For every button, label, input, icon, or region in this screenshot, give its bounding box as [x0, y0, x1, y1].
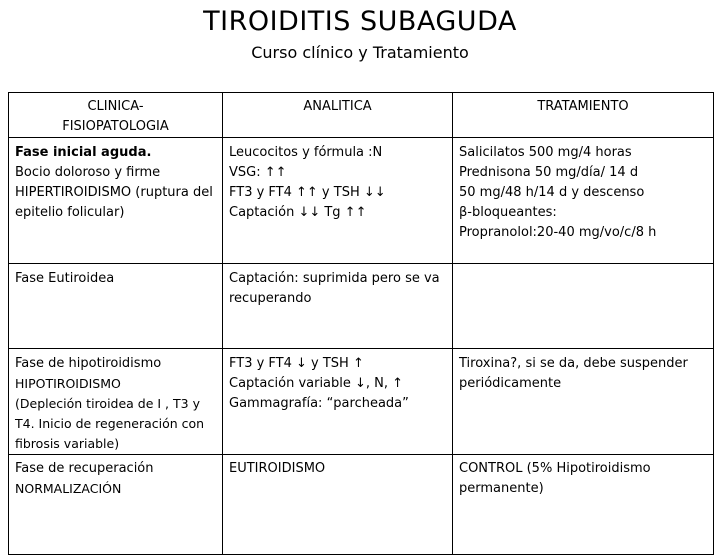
page-subtitle: Curso clínico y Tratamiento — [251, 43, 469, 62]
cell-text: HIPERTIROIDISMO (ruptura del epitelio folicular) — [15, 185, 217, 220]
page-title: TIROIDITIS SUBAGUDA — [203, 6, 517, 37]
cell-tratamiento — [453, 138, 714, 264]
cell-text: Propranolol:20-40 mg/vo/c/8 h — [459, 225, 657, 240]
phase-title: Fase Eutiroidea — [15, 271, 115, 286]
table-header-row — [9, 93, 714, 138]
cell-text: (Depleción tiroidea de I , T3 y T4. Inicio de regeneración con fibrosis variable) — [15, 396, 209, 451]
table-row — [9, 349, 714, 455]
cell-text: Salicilatos 500 mg/4 horas — [459, 145, 632, 160]
cell-text: VSG: ↑↑ — [229, 165, 287, 180]
column-header-label: CLINICA- FISIOPATOLOGIA — [62, 99, 169, 134]
column-header-analitica — [223, 93, 453, 138]
cell-text: Bocio doloroso y firme — [15, 165, 161, 180]
cell-text: Captación ↓↓ Tg ↑↑ — [229, 205, 367, 220]
cell-tratamiento — [453, 349, 714, 455]
cell-text: EUTIROIDISMO — [229, 461, 326, 476]
column-header-label: TRATAMIENTO — [537, 99, 629, 114]
cell-text: Captación variable ↓, N, ↑ — [229, 376, 404, 391]
phase-title: Fase de recuperación — [15, 461, 154, 476]
phase-title: Fase de hipotiroidismo — [15, 356, 162, 371]
cell-text: Gammagrafía: “parcheada” — [229, 396, 409, 411]
cell-analitica — [223, 264, 453, 349]
cell-analitica — [223, 138, 453, 264]
column-header-clinica — [9, 93, 223, 138]
cell-text: HIPOTIROIDISMO — [15, 376, 121, 391]
cell-text: Leucocitos y fórmula :N — [229, 145, 383, 160]
cell-text: Prednisona 50 mg/día/ 14 d — [459, 165, 639, 180]
cell-text: Tiroxina?, si se da, debe suspender periódicamente — [459, 356, 692, 391]
column-header-tratamiento — [453, 93, 714, 138]
cell-text: 50 mg/48 h/14 d y descenso — [459, 185, 645, 200]
phase-title: Fase inicial aguda. — [15, 145, 152, 160]
cell-tratamiento — [453, 264, 714, 349]
cell-text: Captación: suprimida pero se va recuperando — [229, 271, 444, 306]
column-header-label: ANALITICA — [303, 99, 372, 114]
cell-clinica — [9, 138, 223, 264]
cell-text: NORMALIZACIÓN — [15, 481, 122, 496]
cell-text: FT3 y FT4 ↑↑ y TSH ↓↓ — [229, 185, 386, 200]
treatment-table — [8, 92, 714, 555]
cell-text: β-bloqueantes: — [459, 205, 557, 220]
cell-analitica — [223, 349, 453, 455]
cell-text: FT3 y FT4 ↓ y TSH ↑ — [229, 356, 364, 371]
cell-text: CONTROL (5% Hipotiroidismo permanente) — [459, 461, 655, 496]
table-row — [9, 138, 714, 264]
table-row — [9, 264, 714, 349]
cell-clinica — [9, 349, 223, 455]
cell-clinica — [9, 264, 223, 349]
